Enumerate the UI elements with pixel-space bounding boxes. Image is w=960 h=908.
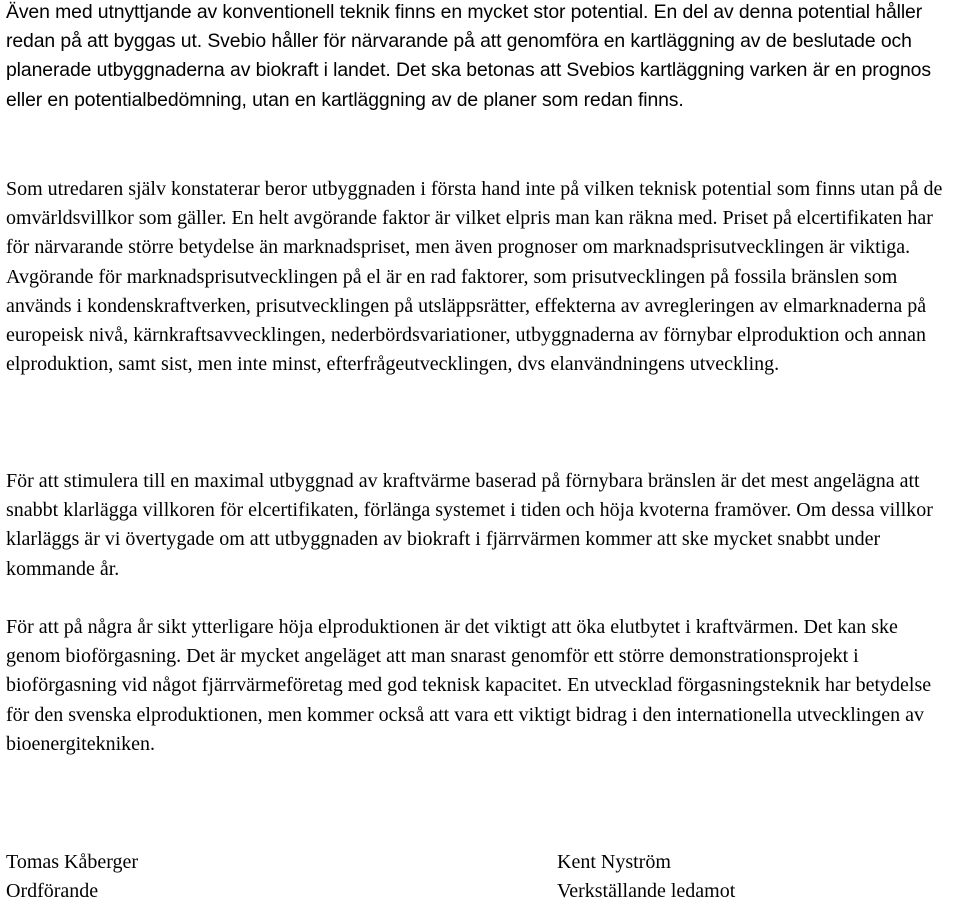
signature-block: [6, 848, 956, 908]
signatory-title: Verkställande ledamot: [557, 880, 736, 902]
signatory-name: Kent Nyström: [557, 851, 671, 873]
signature-chairman: [6, 848, 138, 906]
signatory-name: Tomas Kåberger: [6, 851, 139, 873]
signatory-title: Ordförande: [6, 880, 99, 902]
paragraph-gasification: För att på några år sikt ytterligare höja elproduktionen är det viktigt att öka elutbytet i kraftvärmen. Det kan ske genom bioförgasning. Det är mycket angeläget att man snarast genomför ett större demonstrationsprojekt i bioförgasning vid något fjärrvärmeföretag med god teknisk kapacitet. En utvecklad förgasningsteknik har betydelse för den svenska elproduktionen, men kommer också att vara ett viktigt bidrag i den internationella utvecklingen av bioenergitekniken.: [6, 616, 932, 755]
paragraph-elcertificates: För att stimulera till en maximal utbyggnad av kraftvärme baserad på förnybara bränslen är det mest angelägna att snabbt klarlägga villkoren för elcertifikaten, förlänga systemet i tiden och höja kvoterna framöver. Om dessa villkor klarläggs är vi övertygade om att utbyggnaden av biokraft i fjärrvärmen kommer att ske mycket snabbt under kommande år.: [6, 470, 933, 580]
paragraph-potential: Även med utnyttjande av konventionell teknik finns en mycket stor potential. En del av denna potential håller redan på att byggas ut. Svebio håller för närvarande på att genomföra en kartläggning av de beslutade och planerade utbyggnaderna av biokraft i landet. Det ska betonas att Svebios kartläggning varken är en prognos eller en potentialbedömning, utan en kartläggning av de planer som redan finns.: [6, 1, 931, 111]
signature-managing-member: [557, 848, 735, 906]
paragraph-market-conditions: Som utredaren själv konstaterar beror utbyggnaden i första hand inte på vilken teknisk potential som finns utan på de omvärldsvillkor som gäller. En helt avgörande faktor är vilket elpris man kan räkna med. Priset på elcertifikaten har för närvarande större betydelse än marknadspriset, men även prognoser om marknadsprisutvecklingen är viktiga. Avgörande för marknadsprisutvecklingen på el är en rad faktorer, som prisutvecklingen på fossila bränslen som används i kondenskraftverken, prisutvecklingen på utsläppsrätter, effekterna av avregleringen av elmarknaderna på europeisk nivå, kärnkraftsavvecklingen, nederbördsvariationer, utbyggnaderna av förnybar elproduktion och annan elproduktion, samt sist, men inte minst, efterfrågeutvecklingen, dvs elanvändningens utveckling.: [6, 178, 943, 376]
